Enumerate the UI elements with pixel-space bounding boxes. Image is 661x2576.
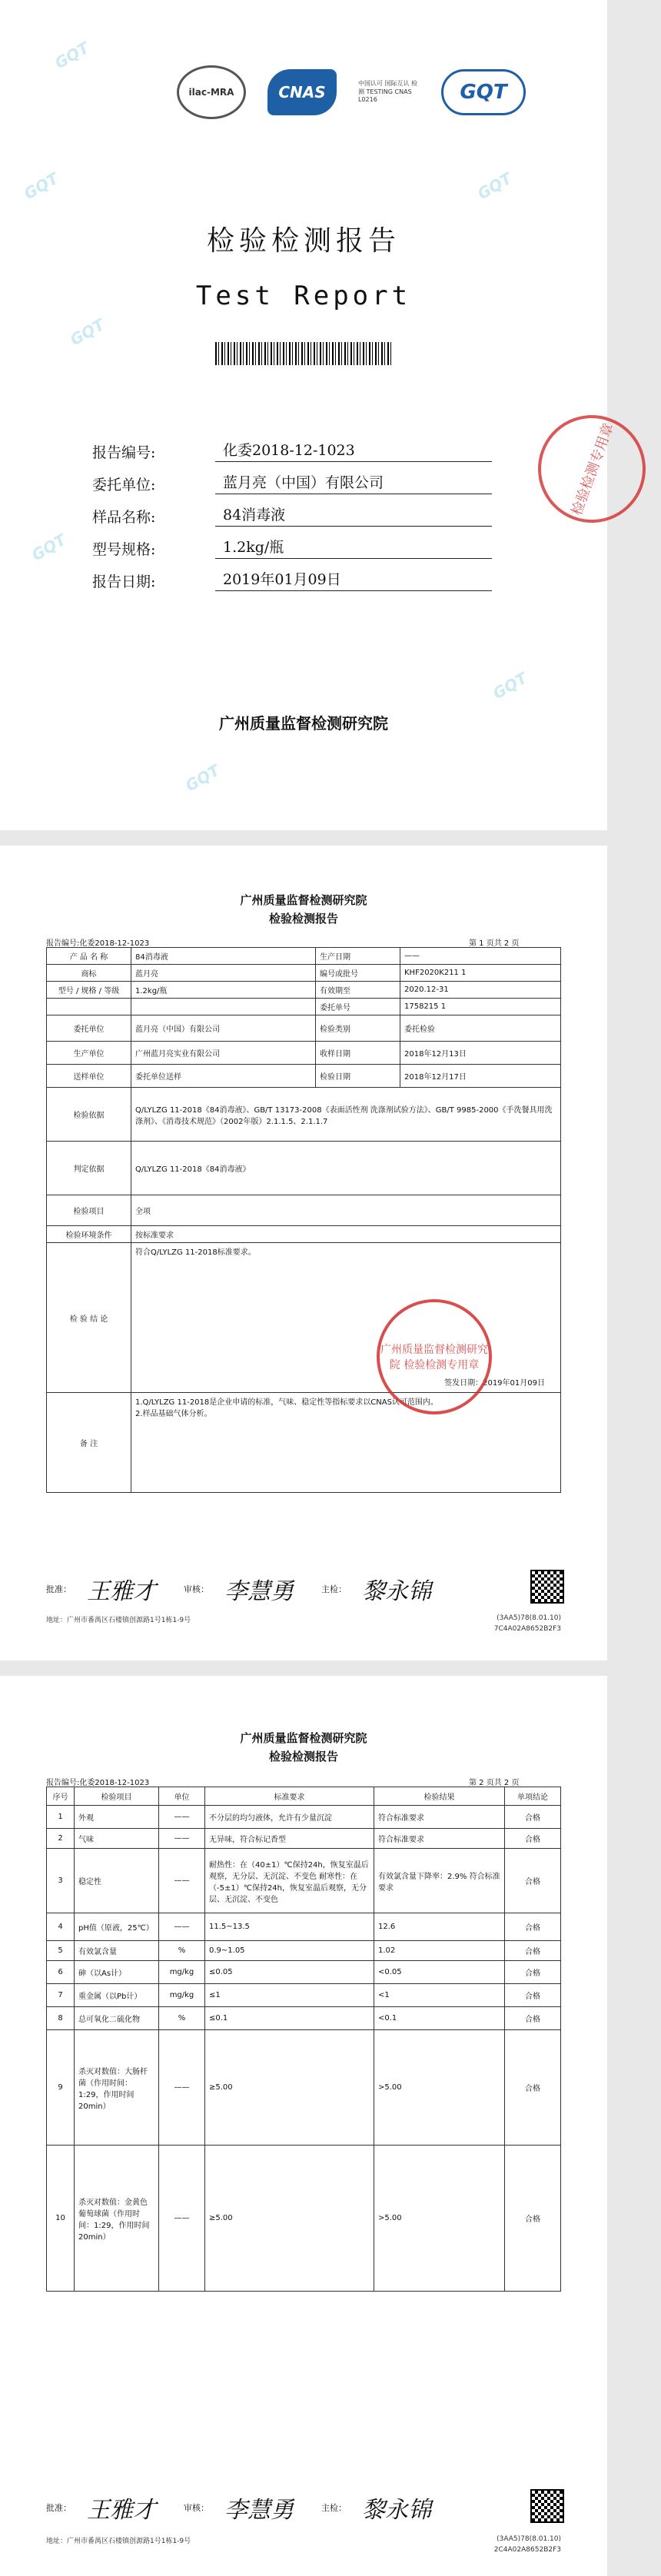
qr-code	[530, 2489, 564, 2523]
report-number: 报告编号:化委2018-12-1023	[46, 939, 150, 948]
table-cell-no: 6	[47, 1961, 75, 1984]
table-cell-result: 12.6	[374, 1913, 505, 1941]
table-cell-no: 1	[47, 1806, 75, 1829]
institute-name: 广州质量监督检测研究院	[219, 714, 388, 733]
info-row: 型号规格: 1.2kg/瓶	[92, 531, 492, 559]
address: 地址：广州市番禺区石楼镇创源路1号1栋1-9号	[46, 2538, 191, 2545]
accreditation-logos	[177, 61, 561, 123]
table-cell-result: 符合标准要求	[374, 1829, 505, 1849]
table-cell-item: 杀灭对数值：大肠杆菌（作用时间：1:29，作用时间20min）	[75, 2030, 159, 2146]
watermark: GQT	[21, 168, 61, 204]
table-cell-req: ≤0.05	[205, 1961, 374, 1984]
watermark: GQT	[490, 668, 530, 703]
page-number: 第 2 页共 2 页	[469, 1779, 520, 1787]
table-cell-unit: %	[159, 2007, 205, 2030]
tester-signature: 黎永锦	[362, 1578, 431, 1605]
watermark: GQT	[182, 760, 223, 796]
table-cell-result: 符合标准要求	[374, 1806, 505, 1829]
conclusion: 符合Q/LYLZG 11-2018标准要求。	[135, 1248, 256, 1257]
table-cell-result: <0.1	[374, 2007, 505, 2030]
report-page-1	[0, 846, 607, 1660]
cnas-text: 中国认可 国际互认 检测 TESTING CNAS L0216	[358, 80, 418, 104]
table-cell-unit: mg/kg	[159, 1961, 205, 1984]
table-row	[47, 2007, 561, 2030]
table-row	[47, 1984, 561, 2007]
table-cell-result: <1	[374, 1984, 505, 2007]
gqt-logo: GQT	[441, 69, 526, 115]
table-cell-unit: ——	[159, 2146, 205, 2292]
report-title: 检验检测报告	[268, 912, 338, 926]
table-cell-req: 无异味，符合标记香型	[205, 1829, 374, 1849]
watermark: GQT	[51, 38, 92, 73]
report-info-table: 产 品 名 称 84消毒液 生产日期 —— 商标 蓝月亮 编号或批号 KHF2020K211 1 型号 / 规格 / 等级 1.2kg/瓶 有效期至 2020.12-31 委托单号 1758215 1 委托单位 蓝月亮（中国）有限公司 检验类别 委托检验 生产单位 广州蓝月亮实业有限公司 收样日期 2018年12月13日 送样单位 委托单位送样 检验日期 2018年12月17日 检验依据 Q/LYLZG 11-2018《84消毒液》、GB/T 13173-2008《表面活性剂 洗涤剂试验方法》、GB/T 9985-2000《手洗餐具用洗涤剂》、《消毒技术规范》（2002年版）2.1.1.5、2.1.1.7 判定依据 Q/LYLZG 11-2018《84消毒液》 检验项目 全项 检验环境条件 按标准要求 检 验 结 论 符合Q/LYLZG 11-2018标准要求。 签发日期：2019年01月09日 备 注 1.Q/LYLZG 11-2018是企业申请的标准，气味、稳定性等指标要求以CNAS认可范围内。 2.样品基础气体分析。	[46, 947, 561, 1493]
cover-page	[0, 0, 617, 830]
table-cell-unit: ——	[159, 1913, 205, 1941]
table-row	[47, 1806, 561, 1829]
table-cell-no: 7	[47, 1984, 75, 2007]
table-cell-item: 有效氯含量	[75, 1941, 159, 1961]
table-cell-no: 3	[47, 1849, 75, 1913]
report-title: 检验检测报告	[268, 1750, 338, 1763]
table-cell-verdict: 合格	[505, 1941, 561, 1961]
table-cell-no: 2	[47, 1829, 75, 1849]
watermark: GQT	[474, 168, 515, 204]
info-row: 报告编号: 化委2018-12-1023	[92, 434, 492, 462]
reviewer-signature: 李慧勇	[224, 2497, 294, 2524]
approver-signature: 王雅才	[87, 1578, 156, 1605]
signatures: 批准： 王雅才 审核： 李慧勇 主检： 黎永锦	[46, 1572, 538, 1606]
table-cell-req: ≤0.1	[205, 2007, 374, 2030]
table-cell-item: 外观	[75, 1806, 159, 1829]
table-cell-unit: ——	[159, 1806, 205, 1829]
table-row	[47, 2030, 561, 2146]
table-cell-req: ≥5.00	[205, 2146, 374, 2292]
form-number: (3AA5)78(8.01.10)	[497, 1614, 561, 1622]
table-cell-item: 总可氧化二硫化物	[75, 2007, 159, 2030]
table-cell-verdict: 合格	[505, 2030, 561, 2146]
model-spec: 1.2kg/瓶	[215, 536, 492, 559]
table-cell-unit: ——	[159, 2030, 205, 2146]
cnas-logo: CNAS	[267, 69, 337, 115]
remark: 1.Q/LYLZG 11-2018是企业申请的标准，气味、稳定性等指标要求以CNAS认可范围内。	[135, 1398, 438, 1407]
table-cell-req: 耐热性：在（40±1）℃保持24h，恢复室温后观察，无分层、无沉淀、不变色 耐寒性：在（-5±1）℃保持24h，恢复室温后观察，无分层、无沉淀、不变色	[205, 1849, 374, 1913]
report-number: 报告编号:化委2018-12-1023	[46, 1779, 150, 1787]
test-basis: Q/LYLZG 11-2018《84消毒液》、GB/T 13173-2008《表面活性剂 洗涤剂试验方法》、GB/T 9985-2000《手洗餐具用洗涤剂》、《消毒技术规范》（2002年版）2.1.1.5、2.1.1.7	[131, 1088, 561, 1142]
table-cell-req: 11.5~13.5	[205, 1913, 374, 1941]
table-cell-result: >5.00	[374, 2030, 505, 2146]
watermark: GQT	[28, 530, 69, 565]
approver-signature: 王雅才	[87, 2497, 156, 2524]
results-table: 序号 检验项目 单位 标准要求 检验结果 单项结论 1 外观 —— 不分层的均匀液体，允许有少量沉淀 符合标准要求 合格 2 气味 —— 无异味，符合标记香型 符合标准要求 合格 3 稳定性 —— 耐热性：在（40±1）℃保持24h，恢复室温后观察，无分层、无沉淀、不变色 耐寒性：在（-5±1）℃保持24h，恢复室温后观察，无分层、无沉淀、不变色 有效氯含量下降率：2.9% 符合标准要求 合格 4 pH值（原液，25℃） —— 11.5~13.5 12.6 合格 5 有效氯含量 % 0.9~1.05 1.02 合格 6 砷（以As计） mg/kg ≤0.05 <0.05 合格 7 重金属（以Pb计） mg/kg ≤1 <1 合格 8 总可氧化二硫化物 % ≤0.1 <0.1 合格 9 杀灭对数值：大肠杆菌（作用时间：1:29，作用时间20min） —— ≥5.00 >5.00 合格 10 杀灭对数值：金黄色葡萄球菌（作用时间：1:29，作用时间20min） —— ≥5.00 >5.00 合格	[46, 1787, 561, 2292]
table-cell-verdict: 合格	[505, 1829, 561, 1849]
table-cell-req: ≥5.00	[205, 2030, 374, 2146]
footer	[46, 1614, 561, 1624]
table-cell-no: 10	[47, 2146, 75, 2292]
table-cell-result: <0.05	[374, 1961, 505, 1984]
report-info	[92, 434, 492, 596]
table-row	[47, 1913, 561, 1941]
table-cell-item: 重金属（以Pb计）	[75, 1984, 159, 2007]
address: 地址：广州市番禺区石楼镇创源路1号1栋1-9号	[46, 1617, 191, 1624]
table-cell-unit: mg/kg	[159, 1984, 205, 2007]
form-number: (3AA5)78(8.01.10)	[497, 2535, 561, 2543]
watermark: GQT	[67, 314, 108, 350]
product-name: 84消毒液	[131, 948, 316, 965]
client: 蓝月亮（中国）有限公司	[215, 471, 492, 494]
table-cell-no: 8	[47, 2007, 75, 2030]
info-row: 样品名称: 84消毒液	[92, 499, 492, 527]
table-cell-verdict: 合格	[505, 1849, 561, 1913]
page-number: 第 1 页共 2 页	[469, 939, 520, 948]
table-cell-req: ≤1	[205, 1984, 374, 2007]
table-row	[47, 1961, 561, 1984]
verification-code: 2C4A02A8652B2F3	[493, 2546, 561, 2554]
table-row	[47, 1941, 561, 1961]
official-stamp: 检验检测专用章	[523, 400, 660, 537]
info-row: 报告日期: 2019年01月09日	[92, 563, 492, 591]
institute-name: 广州质量监督检测研究院	[240, 893, 367, 907]
table-cell-result: 1.02	[374, 1941, 505, 1961]
report-number: 化委2018-12-1023	[215, 439, 492, 462]
table-cell-verdict: 合格	[505, 1913, 561, 1941]
table-cell-no: 9	[47, 2030, 75, 2146]
ilac-mra-logo: ilac-MRA	[177, 65, 246, 119]
issue-date: 签发日期：2019年01月09日	[444, 1379, 545, 1388]
table-cell-result: >5.00	[374, 2146, 505, 2292]
table-cell-no: 4	[47, 1913, 75, 1941]
table-cell-no: 5	[47, 1941, 75, 1961]
table-cell-unit: ——	[159, 1829, 205, 1849]
table-cell-item: 杀灭对数值：金黄色葡萄球菌（作用时间：1:29，作用时间20min）	[75, 2146, 159, 2292]
institute-name: 广州质量监督检测研究院	[240, 1731, 367, 1745]
table-row	[47, 1849, 561, 1913]
page-title: 检验检测报告	[206, 225, 400, 257]
table-cell-item: pH值（原液，25℃）	[75, 1913, 159, 1941]
footer	[46, 2535, 561, 2545]
page-title-en: Test Report	[195, 281, 412, 311]
table-cell-item: 气味	[75, 1829, 159, 1849]
table-row	[47, 1829, 561, 1849]
table-cell-verdict: 合格	[505, 1961, 561, 1984]
table-cell-verdict: 合格	[505, 2007, 561, 2030]
table-cell-unit: %	[159, 1941, 205, 1961]
official-stamp: 广州质量监督检测研究院 检验检测专用章	[377, 1299, 492, 1414]
table-cell-unit: ——	[159, 1849, 205, 1913]
table-cell-result: 有效氯含量下降率：2.9% 符合标准要求	[374, 1849, 505, 1913]
info-row: 委托单位: 蓝月亮（中国）有限公司	[92, 467, 492, 494]
report-page-2	[0, 1676, 607, 2576]
table-row	[47, 2146, 561, 2292]
table-cell-verdict: 合格	[505, 2146, 561, 2292]
sample-name: 84消毒液	[215, 504, 492, 527]
qr-code	[530, 1570, 564, 1604]
table-cell-item: 稳定性	[75, 1849, 159, 1913]
report-date: 2019年01月09日	[215, 568, 492, 591]
table-cell-item: 砷（以As计）	[75, 1961, 159, 1984]
remark: 2.样品基础气体分析。	[135, 1410, 212, 1418]
signatures: 批准： 王雅才 审核： 李慧勇 主检： 黎永锦	[46, 2491, 538, 2524]
reviewer-signature: 李慧勇	[224, 1578, 294, 1605]
table-cell-req: 不分层的均匀液体，允许有少量沉淀	[205, 1806, 374, 1829]
verification-code: 7C4A02A8652B2F3	[493, 1625, 561, 1633]
table-cell-req: 0.9~1.05	[205, 1941, 374, 1961]
tester-signature: 黎永锦	[362, 2497, 431, 2524]
table-cell-verdict: 合格	[505, 1984, 561, 2007]
table-cell-verdict: 合格	[505, 1806, 561, 1829]
barcode	[215, 342, 392, 365]
